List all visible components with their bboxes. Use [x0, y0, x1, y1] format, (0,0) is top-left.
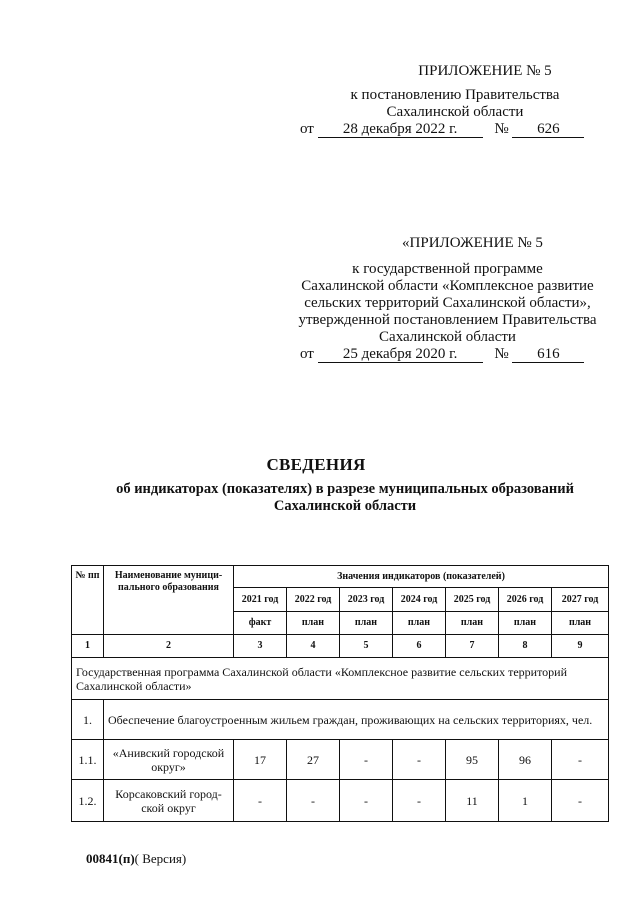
table-row [72, 740, 609, 780]
appendix1-date-line [300, 121, 610, 138]
header-year: 2023 год [340, 588, 393, 612]
header-year: 2025 год [446, 588, 499, 612]
header-kind: план [552, 612, 609, 635]
appendix1-no-label: № [494, 121, 509, 137]
appendix2-date-line [285, 346, 610, 363]
row-num: 1.1. [72, 740, 104, 780]
row-name: Корсаковский город-ской округ [104, 780, 234, 822]
header-year: 2021 год [234, 588, 287, 612]
document-subtitle-line1: об индикаторах (показателях) в разрезе муниципальных образований [116, 481, 574, 497]
appendix2-block [285, 235, 610, 363]
column-number: 7 [446, 635, 499, 658]
header-year: 2022 год [287, 588, 340, 612]
header-kind: план [446, 612, 499, 635]
appendix2-title: «ПРИЛОЖЕНИЕ № 5 [402, 235, 543, 251]
column-number: 2 [104, 635, 234, 658]
footer-code: 00841(п) [86, 851, 135, 866]
appendix2-line2: Сахалинской области «Комплексное развитие [301, 278, 594, 294]
column-number: 4 [287, 635, 340, 658]
row-value: - [393, 780, 446, 822]
column-numbers-row [72, 635, 609, 658]
table-row [72, 780, 609, 822]
row-value: - [340, 740, 393, 780]
appendix2-no-label: № [494, 346, 509, 362]
document-subtitle [90, 481, 600, 515]
row-value: - [552, 740, 609, 780]
appendix2-line3: сельских территорий Сахалинской области», [304, 295, 591, 311]
appendix1-block [300, 63, 610, 138]
appendix2-number: 616 [512, 346, 584, 363]
header-year: 2024 год [393, 588, 446, 612]
column-number: 9 [552, 635, 609, 658]
header-kind: план [393, 612, 446, 635]
column-number: 5 [340, 635, 393, 658]
appendix1-title: ПРИЛОЖЕНИЕ № 5 [418, 63, 552, 79]
appendix2-line5: Сахалинской области [379, 329, 516, 345]
header-year: 2026 год [499, 588, 552, 612]
appendix1-line2: Сахалинской области [386, 104, 524, 120]
header-kind: план [499, 612, 552, 635]
row-value: 96 [499, 740, 552, 780]
document-title: СВЕДЕНИЯ [266, 455, 366, 474]
row-num: 1.2. [72, 780, 104, 822]
header-kind: факт [234, 612, 287, 635]
header-kind: план [340, 612, 393, 635]
footer-version [86, 851, 186, 867]
row-value: - [393, 740, 446, 780]
row-value: 1 [499, 780, 552, 822]
row-name: «Анивский городской округ» [104, 740, 234, 780]
column-number: 3 [234, 635, 287, 658]
row-value: 27 [287, 740, 340, 780]
header-year: 2027 год [552, 588, 609, 612]
column-number: 6 [393, 635, 446, 658]
column-number: 8 [499, 635, 552, 658]
row-value: - [234, 780, 287, 822]
program-row [72, 658, 609, 700]
indicators-table [71, 565, 609, 822]
indicator-row [72, 700, 609, 740]
appendix1-from-label: от [300, 121, 314, 137]
footer-version-label: ( Версия) [134, 851, 187, 866]
row-value: - [287, 780, 340, 822]
indicator-text: Обеспечение благоустроенным жильем граждан, проживающих на сельских территориях, чел. [104, 700, 609, 740]
appendix2-line1: к государственной программе [352, 261, 543, 277]
row-value: 95 [446, 740, 499, 780]
column-number: 1 [72, 635, 104, 658]
appendix2-date: 25 декабря 2020 г. [318, 346, 483, 363]
row-value: - [552, 780, 609, 822]
appendix1-date: 28 декабря 2022 г. [318, 121, 483, 138]
header-values: Значения индикаторов (показателей) [234, 566, 609, 588]
document-subtitle-line2: Сахалинской области [273, 498, 417, 514]
header-kind: план [287, 612, 340, 635]
appendix1-line1: к постановлению Правительства [350, 87, 560, 103]
row-value: 17 [234, 740, 287, 780]
indicator-num: 1. [72, 700, 104, 740]
appendix2-from-label: от [300, 346, 314, 362]
row-value: - [340, 780, 393, 822]
appendix1-number: 626 [512, 121, 584, 138]
appendix2-line4: утвержденной постановлением Правительства [298, 312, 597, 328]
header-num: № пп [72, 566, 104, 635]
program-title: Государственная программа Сахалинской области «Комплексное развитие сельских территорий Сахалинской области» [72, 658, 609, 700]
header-name: Наименование муници-пального образования [104, 566, 234, 635]
row-value: 11 [446, 780, 499, 822]
